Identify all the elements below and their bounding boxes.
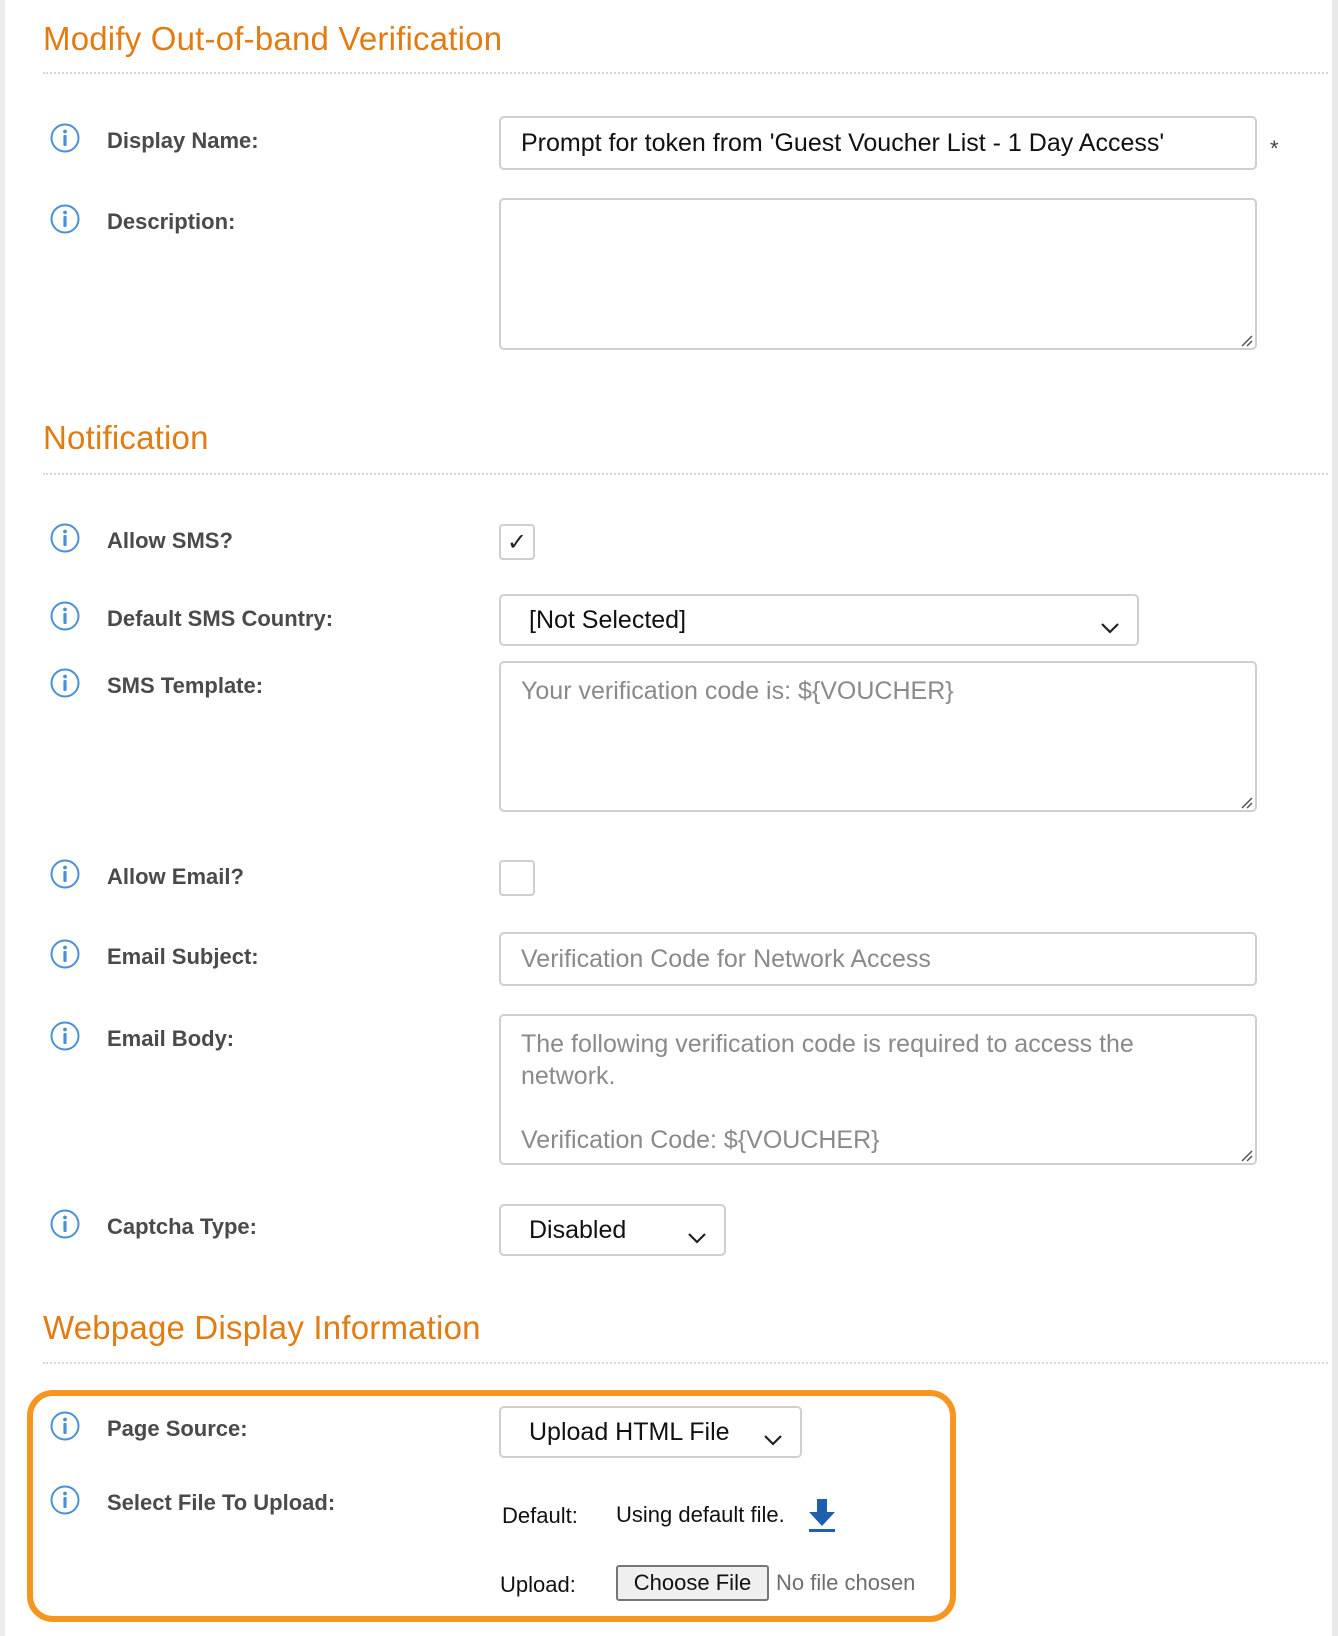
page-source-value: Upload HTML File (529, 1417, 730, 1446)
captcha-type-select[interactable] (499, 1204, 726, 1256)
email-body-label: Email Body: (107, 1026, 235, 1051)
default-sms-country-label: Default SMS Country: (107, 606, 334, 631)
info-icon[interactable] (49, 203, 81, 235)
info-icon[interactable] (49, 858, 81, 890)
allow-email-checkbox[interactable] (499, 860, 535, 896)
divider (43, 72, 1328, 74)
page-source-label: Page Source: (107, 1416, 248, 1441)
email-subject-label: Email Subject: (107, 944, 259, 969)
default-file-label: Default: (502, 1503, 578, 1528)
info-icon[interactable] (49, 122, 81, 154)
section-title-oob: Modify Out-of-band Verification (43, 20, 503, 57)
info-icon[interactable] (49, 1410, 81, 1442)
choose-file-button[interactable]: Choose File (616, 1565, 769, 1601)
required-marker: * (1270, 136, 1279, 161)
description-label: Description: (107, 209, 236, 234)
default-sms-country-select[interactable] (499, 594, 1139, 646)
email-body-textarea[interactable] (499, 1014, 1257, 1165)
chevron-down-icon (1099, 613, 1121, 627)
info-icon[interactable] (49, 1208, 81, 1240)
chevron-down-icon (762, 1425, 784, 1439)
divider (43, 473, 1328, 475)
left-rail (0, 0, 5, 1636)
resize-grip-icon[interactable] (1239, 333, 1253, 347)
page-source-select[interactable] (499, 1406, 802, 1458)
sms-template-textarea[interactable] (499, 661, 1257, 812)
section-title-notification: Notification (43, 419, 209, 456)
checkmark-icon: ✓ (506, 528, 528, 556)
allow-sms-checkbox[interactable] (499, 524, 535, 560)
display-name-label: Display Name: (107, 128, 259, 153)
allow-sms-label: Allow SMS? (107, 528, 233, 553)
no-file-chosen-text: No file chosen (776, 1570, 916, 1595)
resize-grip-icon[interactable] (1239, 1148, 1253, 1162)
email-subject-input[interactable] (499, 932, 1257, 986)
allow-email-label: Allow Email? (107, 864, 244, 889)
info-icon[interactable] (49, 938, 81, 970)
section-title-webpage: Webpage Display Information (43, 1309, 481, 1346)
default-file-value: Using default file. (616, 1502, 785, 1527)
display-name-input[interactable] (499, 116, 1257, 170)
info-icon[interactable] (49, 522, 81, 554)
divider (43, 1362, 1328, 1364)
info-icon[interactable] (49, 667, 81, 699)
resize-grip-icon[interactable] (1239, 795, 1253, 809)
default-sms-country-value: [Not Selected] (529, 605, 687, 634)
download-icon[interactable] (806, 1497, 838, 1533)
info-icon[interactable] (49, 1484, 81, 1516)
upload-label: Upload: (500, 1572, 576, 1597)
chevron-down-icon (686, 1223, 708, 1237)
info-icon[interactable] (49, 1020, 81, 1052)
info-icon[interactable] (49, 600, 81, 632)
captcha-type-value: Disabled (529, 1215, 627, 1244)
captcha-type-label: Captcha Type: (107, 1214, 257, 1239)
sms-template-label: SMS Template: (107, 673, 264, 698)
description-textarea[interactable] (499, 198, 1257, 350)
right-scrollbar-track[interactable] (1332, 0, 1338, 1636)
select-file-label: Select File To Upload: (107, 1490, 336, 1515)
